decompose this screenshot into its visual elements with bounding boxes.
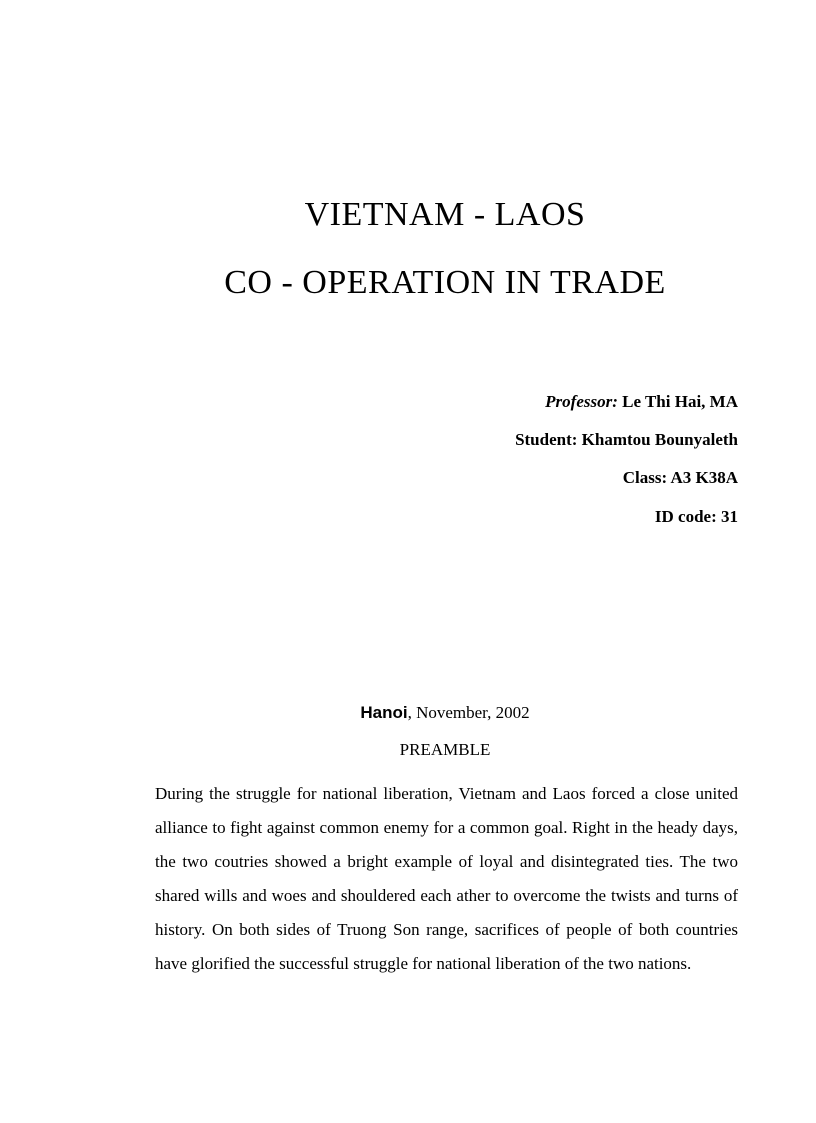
title-line-1: VIETNAM - LAOS xyxy=(304,196,586,233)
preamble-heading: PREAMBLE xyxy=(399,740,491,759)
professor-line xyxy=(545,392,738,412)
professor-name: Le Thi Hai, MA xyxy=(622,392,738,411)
place-date xyxy=(0,703,816,723)
student-line: Student: Khamtou Bounyaleth xyxy=(515,430,738,449)
id-code-line: ID code: 31 xyxy=(654,507,738,526)
professor-label: Professor: xyxy=(545,392,618,411)
date-text: , November, 2002 xyxy=(407,703,530,722)
title-line-2: CO - OPERATION IN TRADE xyxy=(224,264,666,301)
class-line: Class: A3 K38A xyxy=(622,468,738,487)
place-name: Hanoi xyxy=(360,703,408,722)
preamble-paragraph: During the struggle for national liberation, Vietnam and Laos forced a close united alliance to fight against common enemy for a common goal. Right in the heady days, the two coutries showed a bright example of loyal and disintegrated ties. The two shared wills and woes and shouldered each ather to overcome the twists and turns of history. On both sides of Truong Son range, sacrifices of people of both countries have glorified the successful struggle for national liberation of the two nations. xyxy=(155,784,738,973)
